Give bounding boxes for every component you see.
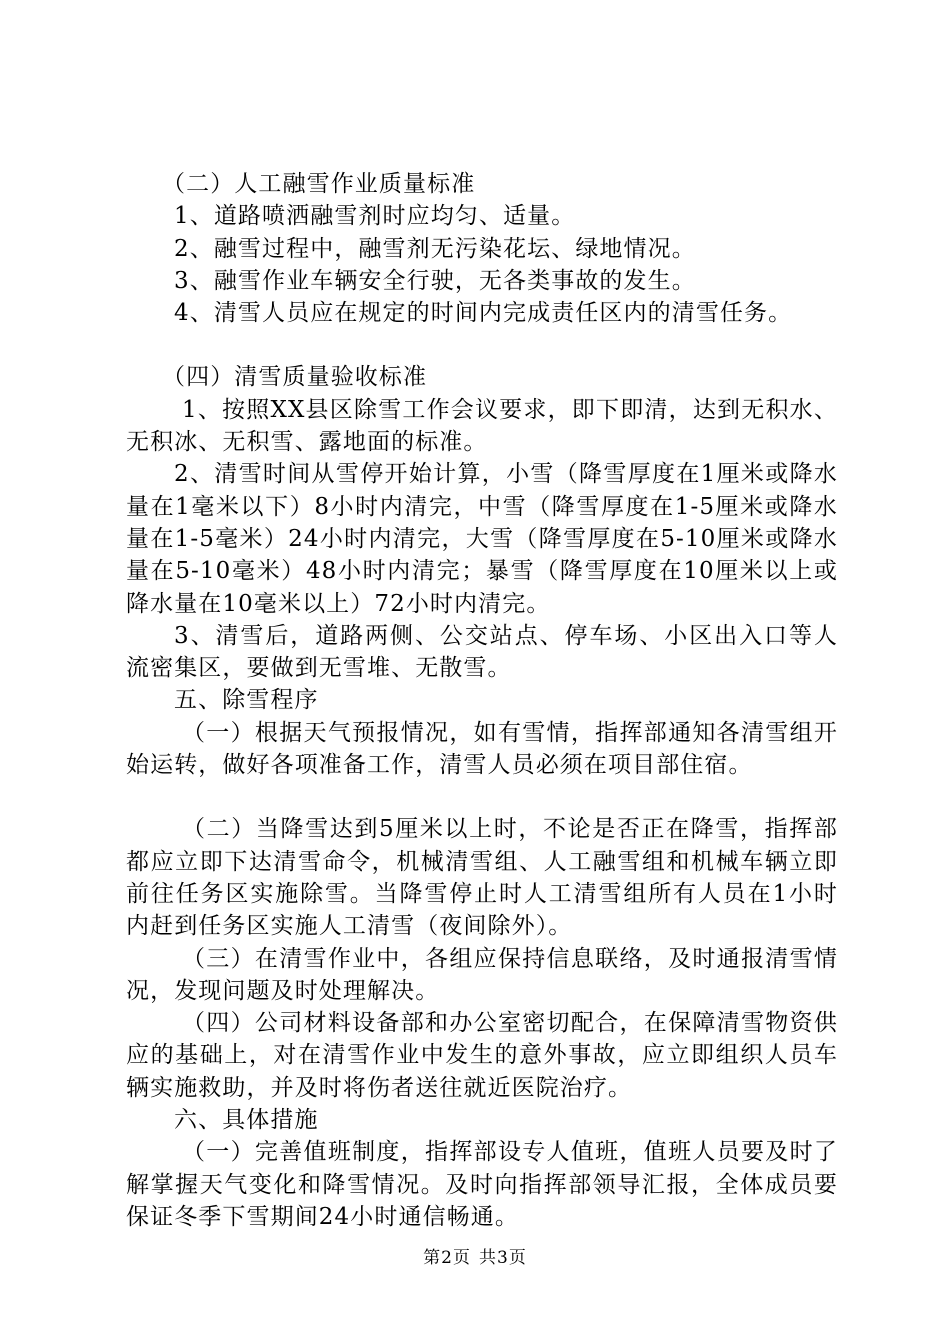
spacer (126, 329, 838, 361)
page-footer (0, 1243, 950, 1268)
list-item: 3、融雪作业车辆安全行驶，无各类事故的发生。 (174, 267, 696, 294)
list-item: （四）公司材料设备部和办公室密切配合，在保障清雪物资供应的基础上，对在清雪作业中发生的意外事故，应立即组织人员车辆实施救助，并及时将伤者送往就近医院治疗。 (126, 1010, 838, 1101)
chapter-heading: 六、具体措施 (174, 1107, 319, 1134)
chapter-heading: 五、除雪程序 (174, 687, 319, 714)
section-heading: （二）人工融雪作业质量标准 (162, 171, 476, 197)
list-item: （三）在清雪作业中，各组应保持信息联络，及时通报清雪情况，发现问题及时处理解决。 (126, 945, 838, 1004)
page-number: 第2页 (423, 1248, 471, 1268)
list-item: 1、道路喷洒融雪剂时应均匀、适量。 (174, 203, 576, 230)
list-item: 2、清雪时间从雪停开始计算，小雪（降雪厚度在1厘米或降水量在1毫米以下）8小时内清完，中雪（降雪厚度在1-5厘米或降水量在1-5毫米）24小时内清完，大雪（降雪厚度在5-10厘米或降水量在5-10毫米）48小时内清完；暴雪（降雪厚度在10厘米以上或降水量在10毫米以上）72小时内清完。 (126, 461, 838, 617)
list-item: 1、按照XX县区除雪工作会议要求，即下即清，达到无积水、无积冰、无积雪、露地面的标准。 (126, 396, 838, 456)
document-body (126, 168, 838, 1233)
list-item: 4、清雪人员应在规定的时间内完成责任区内的清雪任务。 (174, 300, 793, 327)
list-item: （二）当降雪达到5厘米以上时，不论是否正在降雪，指挥部都应立即下达清雪命令，机械清雪组、人工融雪组和机械车辆立即前往任务区实施除雪。当降雪停止时人工清雪组所有人员在1小时内赶到任务区实施人工清雪（夜间除外）。 (126, 816, 838, 940)
section-heading: （四）清雪质量验收标准 (162, 364, 428, 391)
list-item: 2、融雪过程中，融雪剂无污染花坛、绿地情况。 (174, 235, 696, 262)
page-total: 共3页 (479, 1248, 527, 1268)
list-item: （一）完善值班制度，指挥部设专人值班，值班人员要及时了解掌握天气变化和降雪情况。及时向指挥部领导汇报，全体成员要保证冬季下雪期间24小时通信畅通。 (126, 1139, 838, 1230)
spacer (126, 781, 838, 813)
list-item: 3、清雪后，道路两侧、公交站点、停车场、小区出入口等人流密集区，要做到无雪堆、无散雪。 (126, 622, 838, 682)
list-item: （一）根据天气预报情况，如有雪情，指挥部通知各清雪组开始运转，做好各项准备工作，清雪人员必须在项目部住宿。 (126, 719, 838, 779)
